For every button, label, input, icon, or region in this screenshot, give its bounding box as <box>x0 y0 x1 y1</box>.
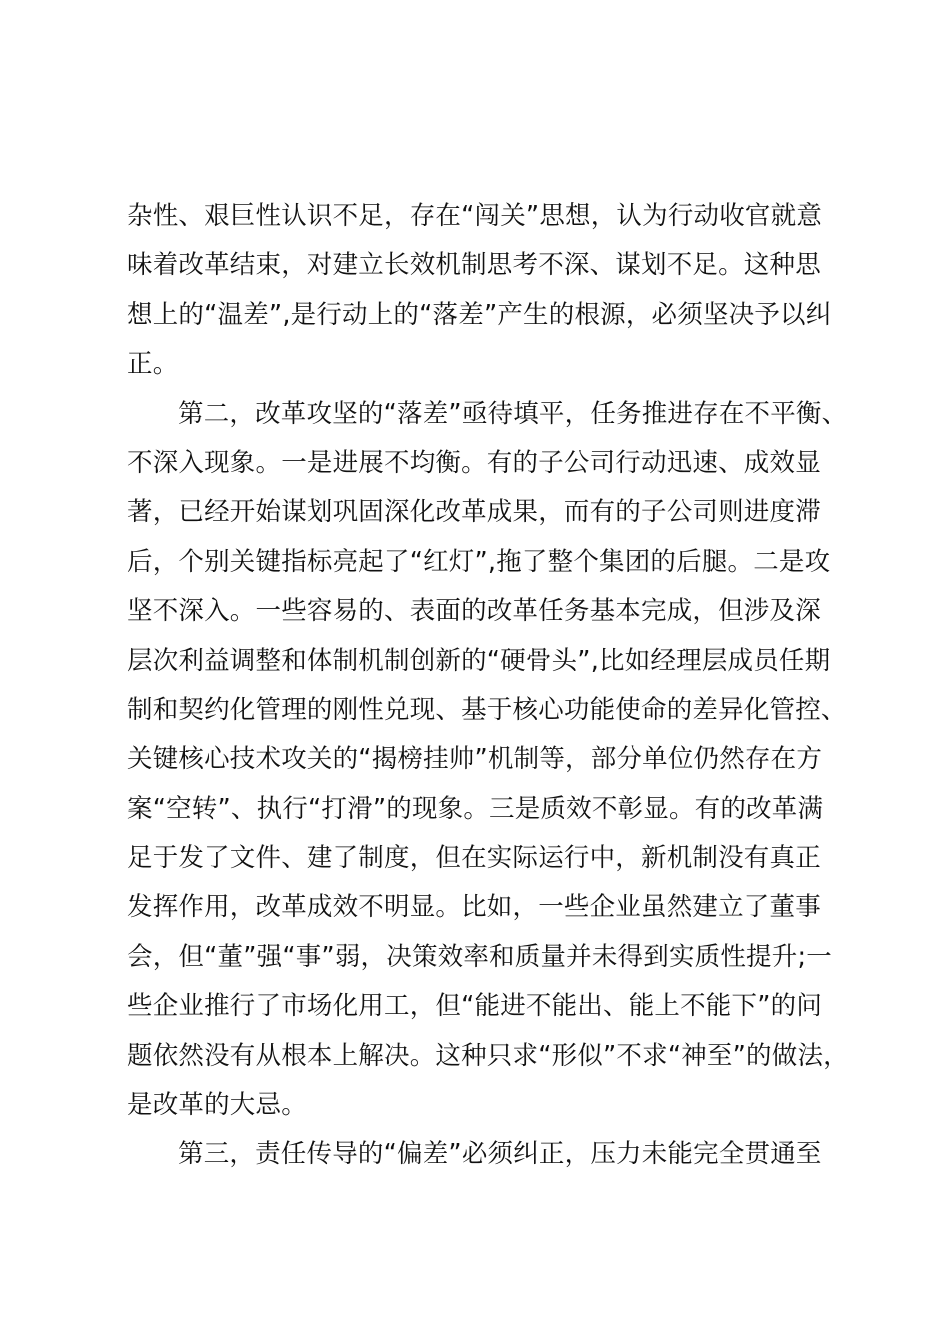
text-line: 后，个别关键指标亮起了“红灯”,拖了整个集团的后腿。二是攻 <box>127 546 831 577</box>
text-line: 想上的“温差”,是行动上的“落差”产生的根源，必须坚决予以纠 <box>127 299 832 330</box>
text-line: 发挥作用，改革成效不明显。比如，一些企业虽然建立了董事 <box>127 892 821 923</box>
paragraph-start-line: 第二，改革攻坚的“落差”亟待填平，任务推进存在不平衡、 <box>178 398 848 429</box>
text-line: 会，但“董”强“事”弱，决策效率和质量并未得到实质性提升;一 <box>127 941 832 972</box>
text-line: 足于发了文件、建了制度，但在实际运行中，新机制没有真正 <box>127 843 821 874</box>
text-line: 味着改革结束，对建立长效机制思考不深、谋划不足。这种思 <box>127 250 821 281</box>
text-line: 案“空转”、执行“打滑”的现象。三是质效不彰显。有的改革满 <box>127 793 824 824</box>
text-line: 关键核心技术攻关的“揭榜挂帅”机制等，部分单位仍然存在方 <box>127 744 823 775</box>
text-line: 坚不深入。一些容易的、表面的改革任务基本完成，但涉及深 <box>127 596 821 627</box>
body-text <box>127 192 857 1180</box>
text-line: 杂性、艰巨性认识不足，存在“闯关”思想，认为行动收官就意 <box>127 201 823 231</box>
text-line: 些企业推行了市场化用工，但“能进不能出、能上不能下”的问 <box>127 991 823 1022</box>
paragraph-start-line: 第三，责任传导的“偏差”必须纠正，压力未能完全贯通至 <box>178 1139 822 1170</box>
text-line: 不深入现象。一是进展不均衡。有的子公司行动迅速、成效显 <box>127 447 821 478</box>
text-line: 著，已经开始谋划巩固深化改革成果，而有的子公司则进度滞 <box>127 497 821 528</box>
text-line: 正。 <box>127 349 179 380</box>
text-line: 题依然没有从根本上解决。这种只求“形似”不求“神至”的做法， <box>127 1040 849 1071</box>
text-line: 是改革的大忌。 <box>127 1090 307 1121</box>
text-line: 层次利益调整和体制机制创新的“硬骨头”,比如经理层成员任期 <box>127 645 831 676</box>
text-line: 制和契约化管理的刚性兑现、基于核心功能使命的差异化管控、 <box>127 694 847 725</box>
